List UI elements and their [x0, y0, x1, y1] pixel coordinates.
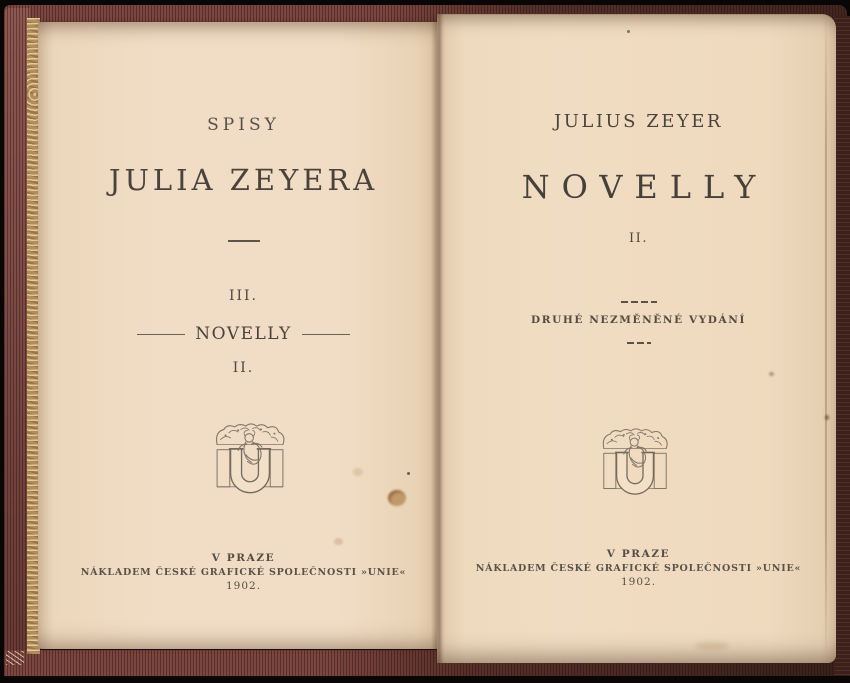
left-title-row	[52, 324, 435, 344]
publisher-mark-U-icon	[599, 426, 671, 503]
series-volume-number: III.	[228, 288, 259, 304]
foxing-speck	[769, 372, 774, 376]
decorative-rule	[228, 240, 260, 242]
decorative-dashed-rule	[621, 301, 657, 303]
right-page-content	[441, 15, 836, 663]
left-book-title: NOVELLY	[195, 324, 292, 344]
cover-fore-edge	[835, 16, 850, 675]
right-imprint-publisher: NÁKLADEM ČESKÉ GRAFICKÉ SPOLEČNOSTI »UNIE«	[475, 563, 802, 574]
foxing-speck	[407, 472, 410, 475]
right-imprint-place: V PRAZE	[606, 548, 671, 560]
right-imprint-year: 1902.	[620, 576, 657, 588]
book-author: JULIUS ZEYER	[554, 111, 723, 132]
publisher-mark-U-icon	[212, 421, 288, 502]
right-title-page	[437, 14, 836, 663]
decorative-rule	[302, 334, 350, 335]
volume-number: II.	[629, 231, 648, 246]
left-imprint-publisher: NÁKLADEM ČESKÉ GRAFICKÉ SPOLEČNOSTI »UNIE«	[80, 567, 407, 578]
left-page-content	[52, 22, 435, 649]
left-title-page	[38, 22, 437, 649]
worn-corner	[6, 651, 24, 665]
book-gutter-shadow	[431, 14, 445, 663]
foxing-speck	[627, 30, 630, 33]
foxing-stain	[334, 538, 343, 545]
page-edge-crease	[825, 15, 827, 663]
foxing-speck	[825, 415, 829, 420]
edition-note: DRUHÉ NEZMĚNĚNÉ VYDÁNÍ	[531, 314, 746, 326]
foxing-stain	[695, 642, 729, 650]
left-imprint-year: 1902.	[225, 580, 262, 592]
foxing-stain	[353, 468, 363, 476]
left-imprint-place: V PRAZE	[211, 552, 276, 564]
left-part-number: II.	[232, 360, 255, 376]
book-title: NOVELLY	[521, 168, 768, 206]
decorative-dashed-rule	[627, 342, 651, 344]
foxing-stain	[388, 490, 406, 506]
series-author: JULIA ZEYERA	[108, 163, 379, 197]
series-title: SPISY	[207, 115, 280, 135]
decorative-rule	[137, 334, 185, 335]
